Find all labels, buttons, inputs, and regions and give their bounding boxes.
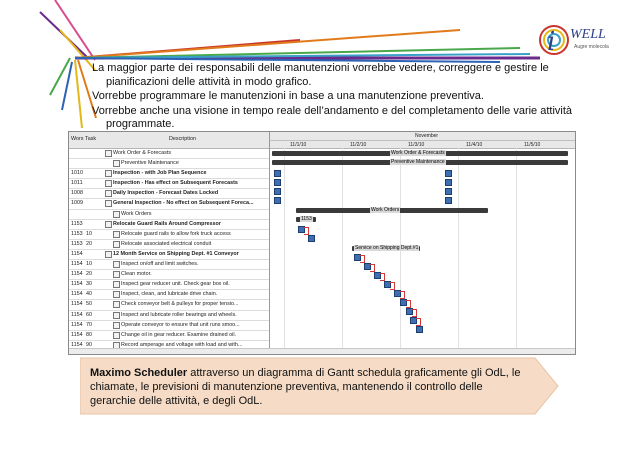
cell-wo: 1154 <box>71 311 83 318</box>
timeline-date: 11/5/10 <box>524 142 541 148</box>
cell-description: 12 Month Service on Shipping Dept. #1 Conveyor <box>113 250 239 257</box>
table-row[interactable] <box>69 250 269 260</box>
task-icon[interactable] <box>274 179 281 186</box>
cell-wo: 1154 <box>71 291 83 298</box>
cell-wo: 1153 <box>71 240 83 247</box>
cell-description: Work Order & Forecasts <box>113 150 172 156</box>
task-icon[interactable] <box>274 170 281 177</box>
timeline-date: 11/1/10 <box>290 142 307 148</box>
bullet-1: La maggior parte dei responsabili delle manutenzioni vorrebbe vedere, correggere e gestire le pianificazioni delle attività in modo grafico. <box>92 62 549 88</box>
cell-task: 20 <box>86 240 92 247</box>
cell-task: 70 <box>86 321 92 328</box>
cell-description: Work Orders <box>121 210 152 217</box>
logo-icon <box>534 10 626 66</box>
row-checkbox[interactable] <box>113 312 120 319</box>
dependency-link <box>380 273 385 281</box>
cell-description: General Inspection - No effect on Subsequent Foreca... <box>113 200 254 207</box>
row-checkbox[interactable] <box>113 322 120 329</box>
callout-box <box>80 356 560 416</box>
task-table-header <box>69 132 269 149</box>
cell-wo: 1154 <box>71 250 83 257</box>
table-row[interactable] <box>69 240 269 250</box>
timeline-date: 11/2/10 <box>350 142 367 148</box>
cell-task: 10 <box>86 261 92 268</box>
cell-task: 10 <box>86 230 92 237</box>
task-icon[interactable] <box>445 197 452 204</box>
task-icon[interactable] <box>445 188 452 195</box>
table-row[interactable] <box>69 159 269 169</box>
cell-description: Relocate guard rails to allow fork truck access <box>121 230 231 237</box>
row-checkbox[interactable] <box>105 180 112 187</box>
row-checkbox[interactable] <box>113 301 120 308</box>
task-icon[interactable] <box>445 170 452 177</box>
row-checkbox[interactable] <box>105 190 112 197</box>
table-row[interactable] <box>69 331 269 341</box>
task-rows <box>69 149 269 351</box>
cell-description: Daily Inspection - Forecast Dates Locked <box>113 190 219 197</box>
timeline-month: November <box>415 133 439 139</box>
cell-wo: 1154 <box>71 261 83 268</box>
timeline-date-header <box>270 141 575 149</box>
dependency-link <box>360 255 365 263</box>
dependency-link <box>400 291 405 299</box>
cell-task: 50 <box>86 301 92 308</box>
row-checkbox[interactable] <box>113 241 120 248</box>
row-checkbox[interactable] <box>105 200 112 207</box>
dependency-link <box>304 227 309 235</box>
gantt-bar-label: Work Order & Forecasts <box>391 150 445 156</box>
callout-body-text: attraverso un diagramma di Gantt schedula graficamente gli OdL, le chiamate, le previsioni di manutenzione preventiva, mantenendo il controllo delle gerarchie delle attività, e degli OdL. <box>90 367 521 407</box>
bullet-list <box>92 62 592 133</box>
cell-wo: 1154 <box>71 341 83 348</box>
cell-wo: 1154 <box>71 321 83 328</box>
row-checkbox[interactable] <box>113 291 120 298</box>
table-row[interactable] <box>69 290 269 300</box>
cell-wo: 1009 <box>71 200 83 207</box>
cell-description: Relocate associated electrical conduit <box>121 240 212 247</box>
cell-task: 20 <box>86 271 92 278</box>
timeline-date: 11/3/10 <box>408 142 425 148</box>
cell-task: 30 <box>86 281 92 288</box>
logo-wordmark: WELL <box>570 27 606 42</box>
gantt-timeline <box>270 132 575 354</box>
cell-description: Record amperage and voltage with load and with... <box>121 341 243 348</box>
dependency-link <box>406 300 411 308</box>
dependency-link <box>416 318 421 326</box>
cell-task: 40 <box>86 291 92 298</box>
gantt-bar-label: Service on Shipping Dept.#1 <box>355 245 419 251</box>
cell-wo: 1011 <box>71 180 83 187</box>
table-row[interactable] <box>69 270 269 280</box>
row-checkbox[interactable] <box>113 281 120 288</box>
cell-description: Clean motor. <box>121 271 152 278</box>
gantt-chart <box>68 131 576 355</box>
table-row[interactable] <box>69 199 269 209</box>
svg-text:i: i <box>547 27 556 57</box>
row-checkbox[interactable] <box>105 150 112 157</box>
dependency-link <box>370 264 375 272</box>
cell-description: Preventive Maintenance <box>121 160 179 167</box>
cell-wo: 1153 <box>71 220 83 227</box>
gantt-task-table <box>69 132 270 354</box>
bullet-3: Vorrebbe anche una visione in tempo reale dell’andamento e del completamento delle varie attività programmate. <box>92 104 573 130</box>
task-icon[interactable] <box>416 326 423 333</box>
timeline-month-header <box>270 132 575 141</box>
row-checkbox[interactable] <box>113 271 120 278</box>
column-header-description[interactable]: Description <box>169 136 196 142</box>
column-header-task[interactable]: Task <box>85 136 97 142</box>
table-row[interactable] <box>69 280 269 290</box>
cell-task: 60 <box>86 311 92 318</box>
table-row[interactable] <box>69 311 269 321</box>
gantt-bar-label: Work Orders <box>371 207 400 213</box>
table-row[interactable] <box>69 321 269 331</box>
row-checkbox[interactable] <box>113 332 120 339</box>
cell-description: Operate conveyor to ensure that unit runs smoo... <box>121 321 240 328</box>
cell-description: Relocate Guard Rails Around Compressor <box>113 220 221 227</box>
cell-description: Inspect, clean, and lubricate drive chain. <box>121 291 218 298</box>
row-checkbox[interactable] <box>113 160 120 167</box>
callout-text <box>90 366 530 408</box>
callout-bold-text: Maximo Scheduler <box>90 367 188 379</box>
horizontal-scrollbar[interactable] <box>69 348 575 354</box>
task-icon[interactable] <box>308 235 315 242</box>
table-row[interactable] <box>69 210 269 220</box>
cell-description: Check conveyor belt & pulleys for proper tensio... <box>121 301 239 308</box>
cell-task: 80 <box>86 331 92 338</box>
cell-wo: 1154 <box>71 281 83 288</box>
cell-description: Inspect gear reducer unit. Check gear box oil. <box>121 281 230 288</box>
cell-wo: 1010 <box>71 170 83 177</box>
task-icon[interactable] <box>274 188 281 195</box>
cell-description: Inspection - with Job Plan Sequence <box>113 170 207 177</box>
row-checkbox[interactable] <box>113 231 120 238</box>
dependency-link <box>390 282 395 290</box>
company-logo <box>534 10 626 66</box>
cell-wo: 1154 <box>71 301 83 308</box>
task-icon[interactable] <box>445 179 452 186</box>
cell-description: Change oil in gear reducer. Examine drained oil. <box>121 331 237 338</box>
table-row[interactable] <box>69 189 269 199</box>
table-row[interactable] <box>69 300 269 310</box>
table-row[interactable] <box>69 169 269 179</box>
table-row[interactable] <box>69 230 269 240</box>
cell-description: Inspect on/off and limit switches. <box>121 261 199 268</box>
row-checkbox[interactable] <box>105 251 112 258</box>
row-checkbox[interactable] <box>113 261 120 268</box>
table-row[interactable] <box>69 179 269 189</box>
bullet-2: Vorrebbe programmare le manutenzioni in base a una manutenzione preventiva. <box>92 90 484 102</box>
dependency-link <box>412 309 417 317</box>
cell-description: Inspect and lubricate roller bearings and wheels. <box>121 311 237 318</box>
cell-wo: 1154 <box>71 271 83 278</box>
cell-description: Inspection - Has effect on Subsequent Forecasts <box>113 180 238 187</box>
timeline-date: 11/4/10 <box>466 142 483 148</box>
table-row[interactable] <box>69 220 269 230</box>
gantt-bar-label: 1153 <box>301 216 312 222</box>
logo-subtitle: Augre molecola <box>574 44 609 50</box>
row-checkbox[interactable] <box>113 211 120 218</box>
column-header-wo[interactable]: Wors <box>71 136 84 142</box>
table-row[interactable] <box>69 260 269 270</box>
cell-wo: 1154 <box>71 331 83 338</box>
row-checkbox[interactable] <box>105 170 112 177</box>
row-checkbox[interactable] <box>105 221 112 228</box>
cell-wo: 1008 <box>71 190 83 197</box>
task-icon[interactable] <box>274 197 281 204</box>
cell-task: 90 <box>86 341 92 348</box>
gantt-bar-label: Preventive Maintenance <box>391 159 445 165</box>
cell-wo: 1153 <box>71 230 83 237</box>
table-row[interactable] <box>69 149 269 159</box>
